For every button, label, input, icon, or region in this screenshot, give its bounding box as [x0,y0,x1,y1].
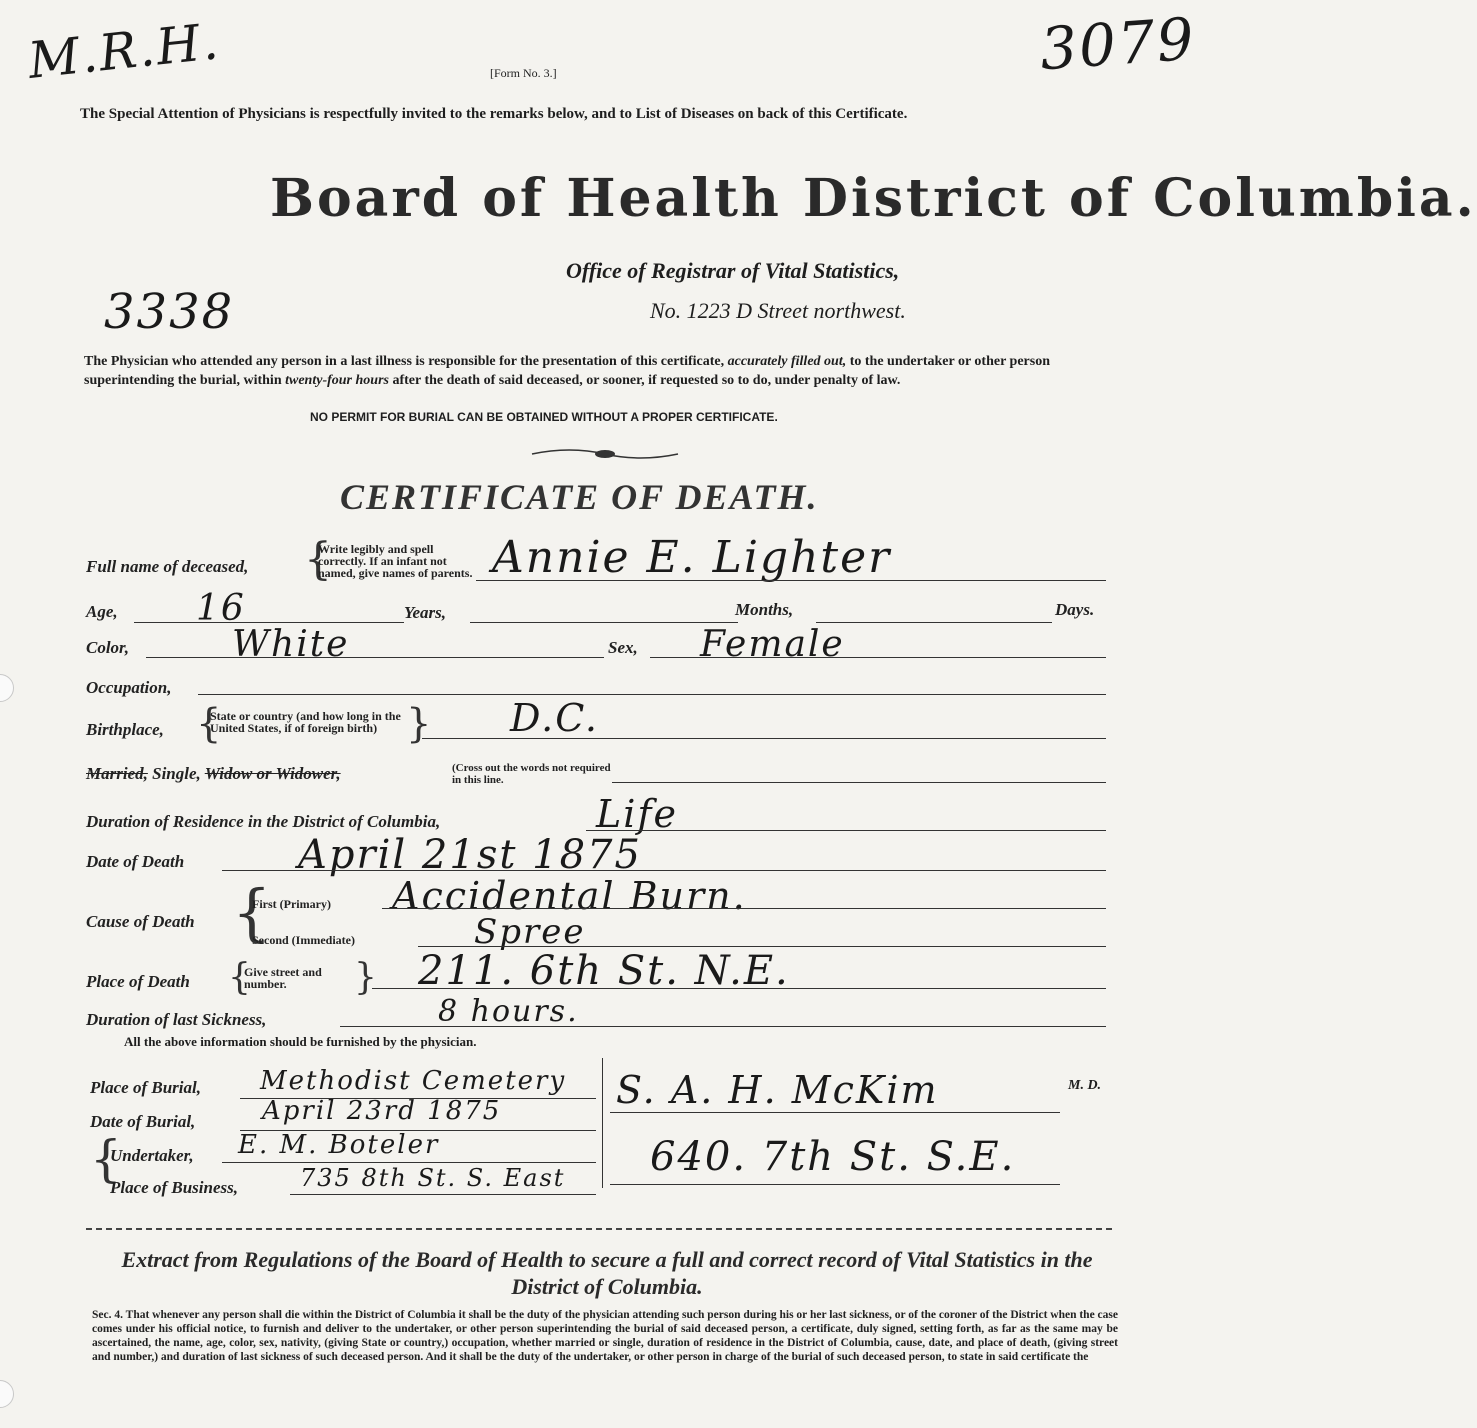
brace-icon: } [406,701,432,747]
no-permit-notice: NO PERMIT FOR BURIAL CAN BE OBTAINED WITHOUT A PROPER CERTIFICATE. [310,410,778,424]
physician-address-rule [610,1184,1060,1185]
sickness-label: Duration of last Sickness, [86,1010,267,1029]
burial-place-value: Methodist Cemetery [260,1066,567,1096]
cause-of-death-label: Cause of Death [86,912,195,931]
age-rule [134,622,404,623]
physician-note: All the above information should be furnished by the physician. [124,1034,477,1049]
occupation-rule [198,694,1106,695]
residence-value: Life [596,792,678,836]
physician-signature: S. A. H. McKim [616,1068,939,1112]
years-rule [470,622,738,623]
marital-status-labels [86,764,341,784]
undertaker-label: Undertaker, [110,1146,194,1165]
date-of-death-value: April 21st 1875 [298,832,642,878]
age-value: 16 [196,588,246,629]
brace-icon: { [196,701,222,747]
widow-option: Widow or Widower, [204,764,341,783]
brace-icon: { [90,1130,122,1188]
sex-rule [650,657,1106,658]
months-label: Months, [735,600,794,619]
undertaker-value: E. M. Boteler [238,1130,440,1160]
corner-number: 3079 [1037,4,1198,84]
section-4-text: Sec. 4. That whenever any person shall die within the District of Columbia it shall be the duty of the physician attending such person during his or her last sickness, or of the coroner of the District when the case comes under his official notice, to furnish and deliver to the undertaker, or other person superintending the burial of said deceased person, a certificate, duly signed, setting forth, as far as the same may be ascertained, the name, age, color, sex, nativity, (giving State or country,) occupation, whether married or single, duration of residence in the District of Columbia, cause, date, and place of death, (giving street and number,) and duration of last sickness of such deceased person. And it shall be the duty of the undertaker, or other person in charge of the burial of such deceased person, to state in said certificate the [92,1309,1118,1363]
business-rule [290,1194,596,1195]
punch-hole [0,1380,14,1408]
dashed-separator [86,1228,1112,1230]
sex-value: Female [700,624,845,665]
color-value: White [232,624,350,665]
cause-first-label: First (Primary) [252,897,331,911]
sickness-value: 8 hours. [438,994,579,1029]
physician-address: 640. 7th St. S.E. [650,1134,1016,1180]
days-label: Days. [1055,600,1095,619]
cause-first-value: Accidental Burn. [392,874,747,918]
form-number: [Form No. 3.] [490,66,557,80]
certificate-title: CERTIFICATE OF DEATH. [340,477,819,517]
office-title: Office of Registrar of Vital Statistics, [566,258,900,283]
place-of-death-note: Give street and number. [244,965,322,991]
sex-label: Sex, [608,638,638,657]
sickness-rule [340,1026,1106,1027]
burial-date-label: Date of Burial, [90,1112,196,1131]
place-of-death-rule [372,988,1106,989]
marital-note: (Cross out the words not required in this line. [452,762,611,786]
md-label: M. D. [1068,1078,1102,1093]
occupation-label: Occupation, [86,678,172,697]
full-name-label: Full name of deceased, [86,557,249,576]
date-of-death-label: Date of Death [86,852,185,871]
years-label: Years, [404,603,447,622]
color-label: Color, [86,638,129,657]
age-label: Age, [86,602,118,621]
instructions-paragraph: The Physician who attended any person in a last illness is responsible for the presentation of this certificate, accurately filled out, to the undertaker or other person superintending the burial, within twenty-four hours after the death of said deceased, or sooner, if requested so to do, under penalty of law. [84,354,1050,388]
punch-hole [0,674,14,702]
certificate-number: 3338 [104,284,235,340]
extract-title: Extract from Regulations of the Board of Health to secure a full and correct record of Vital Statistics in the District of Columbia. [121,1247,1093,1299]
business-value: 735 8th St. S. East [300,1164,566,1192]
full-name-value: Annie E. Lighter [492,532,892,583]
cause-second-rule [418,946,1106,947]
birthplace-note: State or country (and how long in the United States, if of foreign birth) [210,709,401,735]
corner-initials: M.R.H. [25,12,223,90]
color-rule [146,657,604,658]
physician-signature-rule [610,1112,1060,1113]
brace-icon: { [304,534,332,585]
board-title: Board of Health District of Columbia. [270,168,1477,229]
cause-second-value: Spree [474,912,586,952]
undertaker-rule [222,1162,596,1163]
ornament-divider [530,444,680,464]
cause-first-rule [382,908,1106,909]
birthplace-value: D.C. [510,696,599,740]
residence-label: Duration of Residence in the District of Columbia, [86,812,441,831]
single-option: Single, [152,764,201,783]
signature-divider [602,1058,603,1188]
attention-line: The Special Attention of Physicians is respectfully invited to the remarks below, and to List of Diseases on back of this Certificate. [80,106,908,122]
months-rule [816,622,1052,623]
place-of-death-value: 211. 6th St. N.E. [418,948,790,994]
business-label: Place of Business, [110,1178,238,1197]
burial-date-value: April 23rd 1875 [262,1096,502,1126]
date-of-death-rule [222,870,1106,871]
birthplace-label: Birthplace, [86,720,164,739]
office-address: No. 1223 D Street northwest. [650,298,906,323]
full-name-rule [476,580,1106,581]
residence-rule [586,830,1106,831]
brace-icon: { [232,876,272,949]
burial-place-label: Place of Burial, [90,1078,201,1097]
brace-icon: } [354,957,377,998]
place-of-death-label: Place of Death [86,972,190,991]
birthplace-rule [422,738,1106,739]
full-name-note: Write legibly and spell correctly. If an infant not named, give names of parents. [318,542,473,580]
cause-second-label: Second (Immediate) [252,933,355,947]
married-option: Married, [86,764,148,783]
brace-icon: { [228,957,251,998]
marital-rule [612,782,1106,783]
